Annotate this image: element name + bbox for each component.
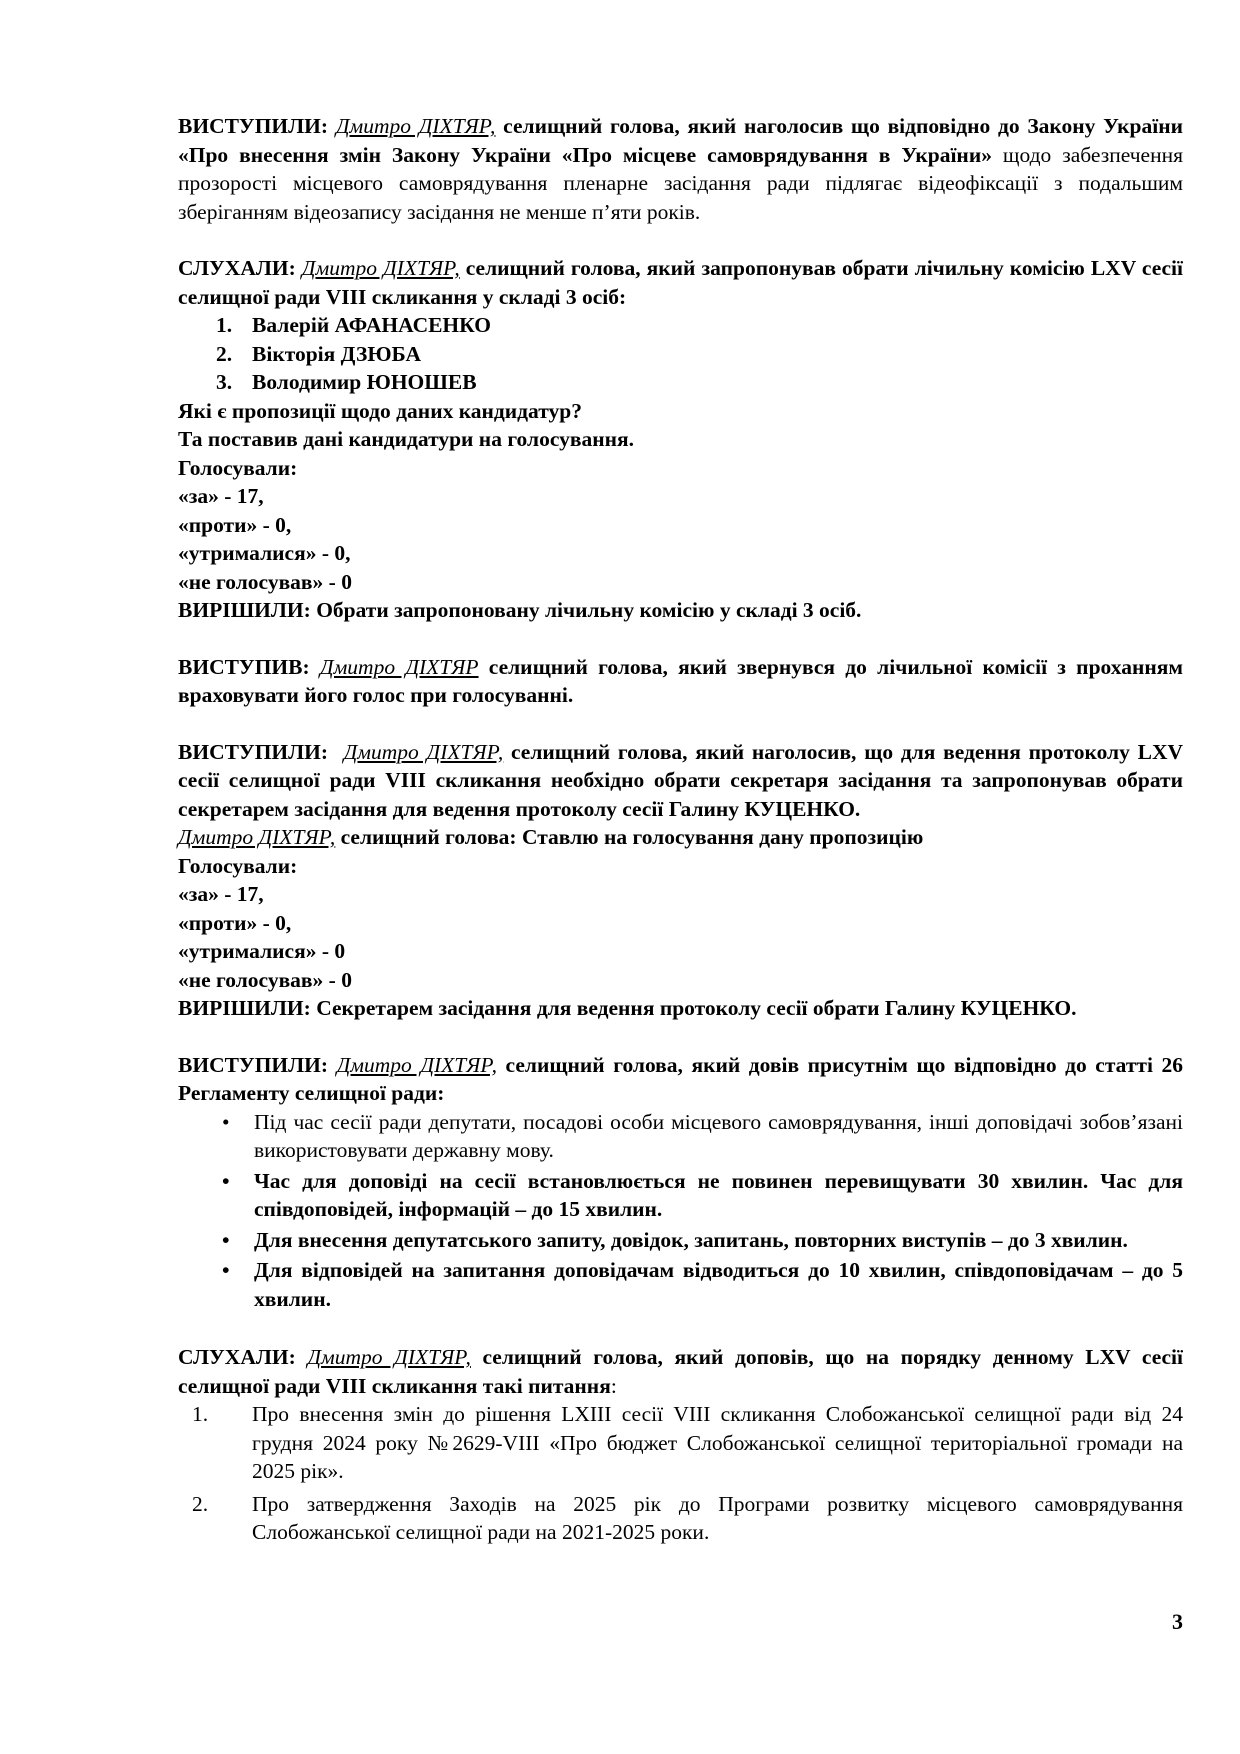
list-item: 3. Володимир ЮНОШЕВ (216, 370, 477, 394)
bullet-icon: • (222, 1227, 230, 1252)
question-line: Які є пропозиції щодо даних кандидатур? (178, 398, 582, 423)
speaker-name: Дмитро ДІХТЯР (319, 654, 479, 679)
paragraph-text-bold: селищний голова, який наголосив що відповідно до Закону України «Про внесення змін Закону України «Про місцеве самоврядування в України» (178, 114, 1184, 167)
decision-label: ВИРІШИЛИ: (178, 996, 311, 1020)
section-label: ВИСТУПИЛИ: (178, 739, 329, 764)
page-number: 3 (1172, 1609, 1183, 1634)
voted-label: Голосували: (178, 455, 298, 480)
section-label: ВИСТУПИВ: (178, 654, 310, 679)
paragraph-text: селищний голова, який звернувся до лічильної комісії з проханням враховувати його голос при голосуванні. (178, 654, 1184, 707)
put-to-vote-line: Та поставив дані кандидатури на голосування. (178, 427, 634, 451)
section-label: ВИСТУПИЛИ: (178, 114, 329, 138)
bullet-icon: • (222, 1258, 230, 1282)
put-to-vote-line: Дмитро ДІХТЯР, селищний голова: Ставлю на голосування дану пропозицію (178, 825, 924, 849)
decision-text: Секретарем засідання для ведення протоколу сесії обрати Галину КУЦЕНКО. (310, 996, 1077, 1020)
paragraph-text: селищний голова, який запропонував обрати лічильну комісію LXV сесії селищної ради VIII скликання у складі 3 осіб: (178, 256, 1183, 309)
paragraph-agenda: СЛУХАЛИ: Дмитро ДІХТЯР, селищний голова, який доповів, що на порядку денному LXV сесії селищної ради VIII скликання такі питання: (178, 1345, 1184, 1398)
paragraph-counting-commission (178, 254, 1183, 311)
paragraph-video-recording (178, 112, 1183, 226)
document-body (178, 112, 1183, 1551)
agenda-list (178, 1400, 1183, 1547)
bullet-icon: • (222, 1109, 230, 1134)
paragraph-text: селищний голова, який довів присутнім що відповідно до статті 26 Регламенту селищної ради: (178, 1052, 1183, 1105)
vote-count: «за» - 17, (178, 882, 264, 906)
paragraph-text: селищний голова, який наголосив, що для ведення протоколу LXV сесії селищної ради VIII скликання необхідно обрати секретаря засідання та запропонував обрати секретарем засідання для ведення протоколу сесії Галину КУЦЕНКО. (178, 739, 1184, 821)
paragraph-text: щодо забезпечення прозорості місцевого самоврядування пленарне засідання ради підлягає відеофіксації з подальшим зберіганням відеозапису засідання не менше п’яти років. (178, 142, 1183, 224)
paragraph-chair-vote (178, 653, 1183, 710)
list-item: 2. Вікторія ДЗЮБА (216, 341, 422, 366)
list-item: • Для внесення депутатського запиту, довідок, запитань, повторних виступів – до 3 хвилин. (178, 1226, 1183, 1255)
paragraph-text: селищний голова, який доповів, що на порядку денному LXV сесії селищної ради VIII скликання такі питання (178, 1345, 1184, 1398)
bullet-icon: • (222, 1168, 230, 1193)
commission-members-list (178, 311, 1183, 397)
vote-count: «утрималися» - 0, (178, 541, 351, 565)
section-label: СЛУХАЛИ: (178, 256, 296, 280)
list-item: • Під час сесії ради депутати, посадові особи місцевого самоврядування, інші доповідачі зобов’язані використовувати державну мову. (222, 1109, 1183, 1162)
decision-line (178, 994, 1183, 1023)
section-label: ВИСТУПИЛИ: (178, 1052, 329, 1077)
regulations-list (178, 1108, 1183, 1314)
list-item: • Для відповідей на запитання доповідачам відводиться до 10 хвилин, співдоповідачам – до 5 хвилин. (222, 1258, 1183, 1311)
list-item: 1. Про внесення змін до рішення LXIII сесії VIII скликання Слобожанської селищної ради від 24 грудня 2024 року №2629-VIII «Про бюджет Слобожанської селищної територіальної громади на 2025 рік». (192, 1402, 1183, 1483)
speaker-name: Дмитро ДІХТЯР, (343, 739, 504, 764)
vote-count: «за» - 17, (178, 484, 264, 508)
paragraph-regulations (178, 1051, 1183, 1108)
decision-label: ВИРІШИЛИ: (178, 598, 311, 622)
vote-count: «утрималися» - 0 (178, 939, 346, 963)
vote-count: «проти» - 0, (178, 910, 292, 935)
decision-line (178, 596, 1183, 625)
speaker-name: Дмитро ДІХТЯР, (301, 256, 460, 280)
speaker-name: Дмитро ДІХТЯР, (307, 1345, 471, 1369)
list-item: 2. Про затвердження Заходів на 2025 рік до Програми розвитку місцевого самоврядування Слобожанської селищної ради на 2021-2025 роки. (192, 1491, 1183, 1544)
vote-count: «не голосував» - 0 (178, 569, 352, 594)
speaker-name: Дмитро ДІХТЯР, (336, 1052, 498, 1077)
speaker-name: Дмитро ДІХТЯР, (178, 825, 336, 849)
decision-text: Обрати запропоновану лічильну комісію у складі 3 осіб. (310, 598, 862, 622)
list-item: • Час для доповіді на сесії встановлюється не повинен перевищувати 30 хвилин. Час для співдоповідей, інформацій – до 15 хвилин. (222, 1168, 1183, 1221)
speaker-name: Дмитро ДІХТЯР, (335, 114, 496, 138)
voted-label: Голосували: (178, 853, 298, 878)
vote-count: «не голосував» - 0 (178, 967, 352, 992)
paragraph-secretary (178, 738, 1183, 824)
section-label: СЛУХАЛИ: (178, 1345, 296, 1369)
list-item: 1. Валерій АФАНАСЕНКО (216, 313, 491, 337)
vote-count: «проти» - 0, (178, 512, 292, 537)
